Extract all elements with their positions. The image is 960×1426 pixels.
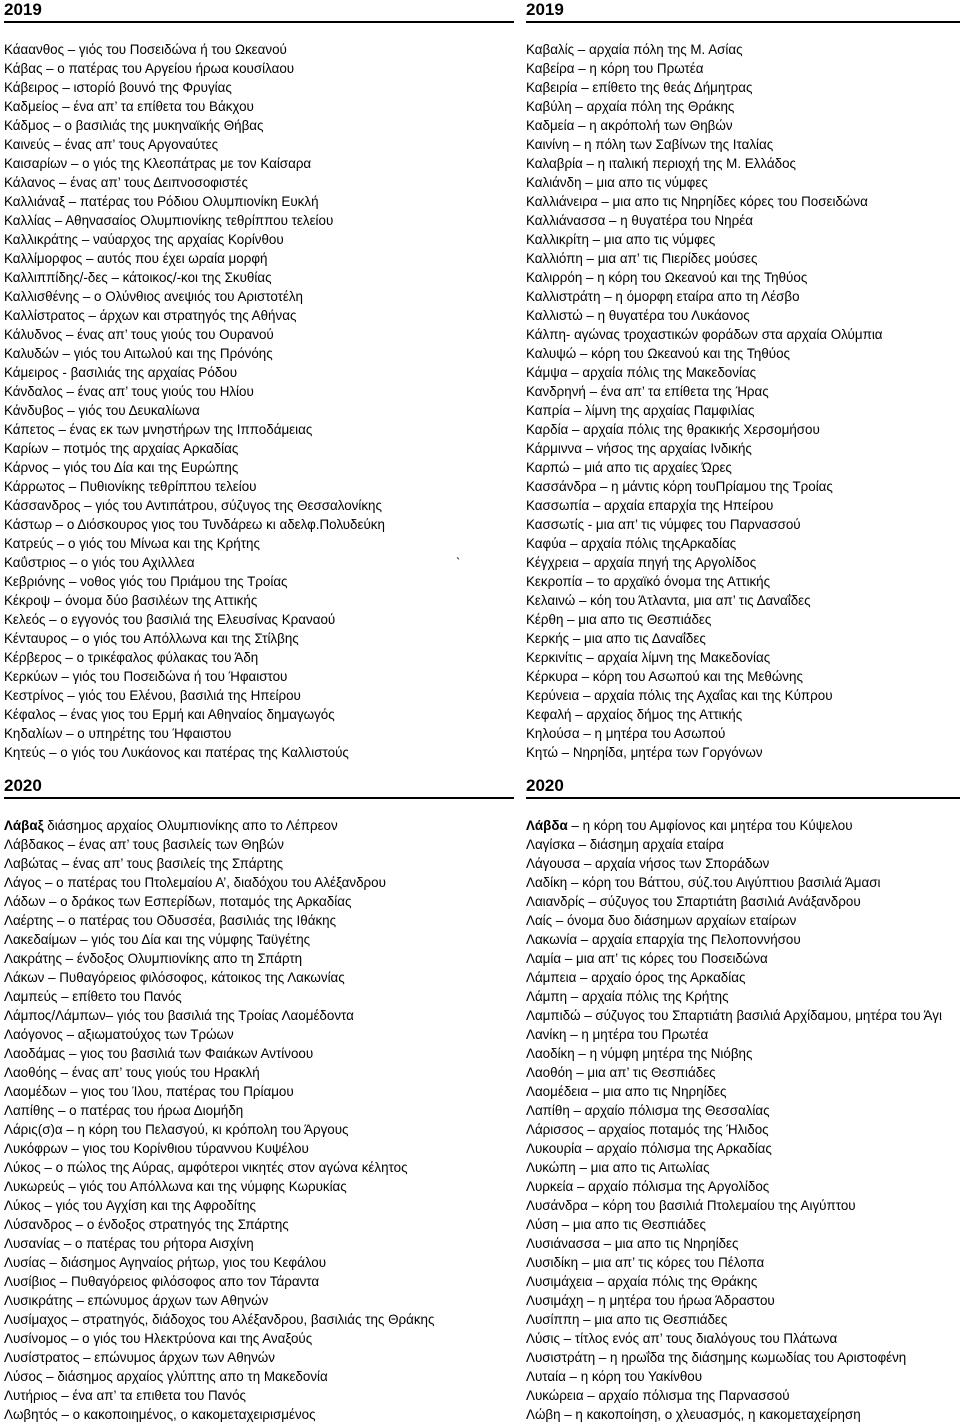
- list-item: Λυκώρεια – αρχαίο πόλισμα της Παρνασσού: [526, 1388, 790, 1403]
- list-item: Λυκωρεύς – γιός του Απόλλωνα και της νύμφης Κωρυκίας: [4, 1179, 347, 1194]
- list-item: Καλλίστρατος – άρχων και στρατηγός της Αθήνας: [4, 308, 297, 323]
- stray-mark: `: [456, 555, 461, 570]
- list-item: Καλλικρίτη – μια απο τις νύμφες: [526, 232, 716, 247]
- list-item: Λυκόφρων – γιος του Κορίνθιου τύραννου Κυψέλου: [4, 1141, 309, 1156]
- list-item: Κανδρηνή – ένα απ’ τα επίθετα της Ήρας: [526, 384, 769, 399]
- list-item: Καπρία – λίμνη της αρχαίας Παμφιλίας: [526, 403, 755, 418]
- list-item: Κελεός – ο εγγονός του βασιλιά της Ελευσίνας Κραναού: [4, 612, 336, 627]
- entry-head: Λάβαξ: [4, 818, 44, 833]
- list-item: Λυσικράτης – επώνυμος άρχων των Αθηνών: [4, 1293, 269, 1308]
- list-item: Κάμειρος - βασιλιάς της αρχαίας Ρόδου: [4, 365, 238, 380]
- list-item: Λυσίβιος – Πυθαγόρειος φιλόσοφος απο τον Τάραντα: [4, 1274, 320, 1289]
- list-item: Λύσις – τίτλος ενός απ’ τους διαλόγους του Πλάτωνα: [526, 1331, 838, 1346]
- list-item: Λυσίας – διάσημος Αγηναίος ρήτωρ, γιος του Κεφάλου: [4, 1255, 327, 1270]
- list-item: Κάαανθος – γιός του Ποσειδώνα ή του Ωκεανού: [4, 42, 287, 57]
- entry-list: [526, 816, 960, 1424]
- list-item: Λανίκη – η μητέρα του Πρωτέα: [526, 1027, 709, 1042]
- list-item: [4, 816, 514, 835]
- list-item: Καλλίας – Αθηνασαίος Ολυμπιονίκης τεθρίππου τελείου: [4, 213, 334, 228]
- list-item: Λύσανδρος – ο ένδοξος στρατηγός της Σπάρτης: [4, 1217, 289, 1232]
- list-item: Κελαινώ – κόη του Άτλαντα, μια απ’ τις Δαναΐδες: [526, 593, 811, 608]
- list-item: Καλλίμορφος – αυτός που έχει ωραία μορφή: [4, 251, 268, 266]
- list-item: Καλλιάνειρα – μια απο τις Νηρηίδες κόρες του Ποσειδώνα: [526, 194, 868, 209]
- list-item: Λυσίμαχος – στρατηγός, διάδοχος του Αλέξανδρου, βασιλιάς της Θράκης: [4, 1312, 435, 1327]
- list-item: Κέφαλος – ένας γιος του Ερμή και Αθηναίος δημαγωγός: [4, 707, 335, 722]
- entry-list: [526, 40, 960, 762]
- list-item: Λαβώτας – ένας απ’ τους βασιλείς της Σπάρτης: [4, 856, 284, 871]
- list-item: Κάπετος – ένας εκ των μνηστήρων της Ιπποδάμειας: [4, 422, 313, 437]
- list-item: Καινίνη – η πόλη των Σαβίνων της Ιταλίας: [526, 137, 774, 152]
- list-item: Λαπίθη – αρχαίο πόλισμα της Θεσσαλίας: [526, 1103, 770, 1118]
- list-item: Καλαβρία – η ιταλική περιοχή της Μ. Ελλάδος: [526, 156, 796, 171]
- list-item: Κάλανος – ένας απ’ τους Δειπνοσοφιστές: [4, 175, 248, 190]
- list-item: Κάσσανδρος – γιός του Αντιπάτρου, σύζυγος της Θεσσαλονίκης: [4, 498, 382, 513]
- list-item: Καβείρα – η κόρη του Πρωτέα: [526, 61, 704, 76]
- list-item: Κητώ – Νηρηίδα, μητέρα των Γοργόνων: [526, 745, 763, 760]
- heading-rule: [526, 797, 960, 799]
- list-item: Κάμψα – αρχαία πόλις της Μακεδονίας: [526, 365, 757, 380]
- list-item: Λυρκεία – αρχαίο πόλισμα της Αργολίδος: [526, 1179, 770, 1194]
- list-item: Κέγχρεια – αρχαία πηγή της Αργολίδος: [526, 555, 757, 570]
- list-item: Κέκροψ – όνομα δύο βασιλέων της Αττικής: [4, 593, 258, 608]
- year-heading: 2019: [4, 0, 42, 19]
- list-item: Λαμία – μια απ’ τις κόρες του Ποσειδώνα: [526, 951, 768, 966]
- list-item: Λαέρτης – ο πατέρας του Οδυσσέα, βασιλιάς της Ιθάκης: [4, 913, 337, 928]
- list-item: Λώβη – η κακοποίηση, ο χλευασμός, η κακομεταχείρηση: [526, 1407, 861, 1422]
- list-item: Καλλιάνασσα – η θυγατέρα του Νηρέα: [526, 213, 753, 228]
- list-item: Λάμπη – αρχαία πόλις της Κρήτης: [526, 989, 729, 1004]
- list-item: Λακωνία – αρχαία επαρχία της Πελοποννήσου: [526, 932, 801, 947]
- list-item: Κάρμιννα – νήσος της αρχαίας Ινδικής: [526, 441, 752, 456]
- list-item: Κάλπη- αγώνας τροχαστικών φοράδων στα αρχαία Ολύμπια: [526, 327, 883, 342]
- list-item: Καβαλίς – αρχαία πόλη της Μ. Ασίας: [526, 42, 743, 57]
- list-item: Λάβδακος – ένας απ’ τους βασιλείς των Θηβών: [4, 837, 284, 852]
- section-2019-left: [4, 0, 514, 762]
- list-item: Λαόγονος – αξιωματούχος των Τρώων: [4, 1027, 234, 1042]
- list-item: Λυσιστράτη – η ηρωΐδα της διάσημης κωμωδίας του Αριστοφένη: [526, 1350, 907, 1365]
- list-item: Καλλιόπη – μια απ’ τις Πιερίδες μούσες: [526, 251, 758, 266]
- entry-head: Λάβδα: [526, 818, 568, 833]
- list-item: Λυσίστρατος – επώνυμος άρχων των Αθηνών: [4, 1350, 275, 1365]
- section-2020-left: [4, 776, 514, 1424]
- list-item: Κέρκυρα – κόρη του Ασωπού και της Μεθώνης: [526, 669, 803, 684]
- list-item: Κένταυρος – ο γιός του Απόλλωνα και της Στίλβης: [4, 631, 299, 646]
- list-item: Λυκουρία – αρχαίο πόλισμα της Αρκαδίας: [526, 1141, 772, 1156]
- list-item: Κερκινίτις – αρχαία λίμνη της Μακεδονίας: [526, 650, 771, 665]
- list-item: Λυσίνομος – ο γιός του Ηλεκτρύονα και της Αναξούς: [4, 1331, 313, 1346]
- list-item: Καδμεία – η ακρόπολή των Θηβών: [526, 118, 733, 133]
- list-item: Κάνδυβος – γιός του Δευκαλίωνα: [4, 403, 200, 418]
- section-2019-right: [526, 0, 960, 762]
- list-item: Κεφαλή – αρχαίος δήμος της Αττικής: [526, 707, 743, 722]
- list-item: Λαομέδων – γιος του Ίλου, πατέρας του Πρίαμου: [4, 1084, 294, 1099]
- list-item: Λαιανδρίς – σύζυγος του Σπαρτιάτη βασιλιά Ανάξανδρου: [526, 894, 861, 909]
- list-item: Κηδαλίων – ο υπηρέτης του Ήφαιστου: [4, 726, 232, 741]
- list-item: Κάρνος – γιός του Δία και της Ευρώπης: [4, 460, 239, 475]
- list-item: Λαοθόη – μια απ’ τις Θεσπιάδες: [526, 1065, 716, 1080]
- list-item: Καΰστριος – ο γιός του Αχιλλλεα: [4, 555, 195, 570]
- list-item: Λύσος – διάσημος αρχαίος γλύπτης απο τη Μακεδονία: [4, 1369, 328, 1384]
- list-item: Καλλισθένης – ο Ολύνθιος ανεψιός του Αριστοτέλη: [4, 289, 304, 304]
- list-item: Κερύνεια – αρχαία πόλις της Αχαΐας και της Κύπρου: [526, 688, 833, 703]
- entry-rest: – η κόρη του Αμφίονος και μητέρα του Κύψελου: [567, 818, 853, 833]
- list-item: Καλλιππίδης/-δες – κάτοικος/-κοι της Σκυθίας: [4, 270, 272, 285]
- list-item: Κάρρωτος – Πυθιονίκης τεθρίππου τελείου: [4, 479, 257, 494]
- list-item: Κατρεύς – ο γιός του Μίνωα και της Κρήτης: [4, 536, 260, 551]
- list-item: Καλυδών – γιός του Αιτωλού και της Πρόνόης: [4, 346, 273, 361]
- list-item: Κέρβερος – ο τρικέφαλος φύλακας του Άδη: [4, 650, 259, 665]
- list-item: Λαοδάμας – γιος του βασιλιά των Φαιάκων Αντίνοου: [4, 1046, 314, 1061]
- entry-list: [4, 40, 514, 762]
- list-item: Κάνδαλος – ένας απ’ τους γιούς του Ηλίου: [4, 384, 254, 399]
- list-item: Κεκροπία – το αρχαϊκό όνομα της Αττικής: [526, 574, 771, 589]
- list-item: Λαομέδεια – μια απο τις Νηρηίδες: [526, 1084, 727, 1099]
- list-item: Κεβριόνης – νοθος γιός του Πριάμου της Τροίας: [4, 574, 288, 589]
- list-item: Λύση – μια απο τις Θεσπιάδες: [526, 1217, 706, 1232]
- list-item: Κερκής – μια απο τις Δαναΐδες: [526, 631, 706, 646]
- year-heading: 2020: [526, 776, 564, 795]
- entry-list: [4, 816, 514, 1424]
- list-item: Λυσιμάχεια – αρχαία πόλις της Θράκης: [526, 1274, 758, 1289]
- list-item: Λαδίκη – κόρη του Βάττου, σύζ.του Αιγύπτιου βασιλιά Άμασι: [526, 875, 881, 890]
- list-item: Λακεδαίμων – γιός του Δία και της νύμφης Ταϋγέτης: [4, 932, 311, 947]
- list-item: Καρπώ – μιά απο τις αρχαίες Ώρες: [526, 460, 732, 475]
- list-item: Καλιάνδη – μια απο τις νύμφες: [526, 175, 708, 190]
- list-item: Καρίων – ποτμός της αρχαίας Αρκαδίας: [4, 441, 239, 456]
- list-item: Λύκος – γιός του Αγχίση και της Αφροδίτης: [4, 1198, 256, 1213]
- list-item: Κασσάνδρα – η μάντις κόρη τουΠρίαμου της Τροίας: [526, 479, 833, 494]
- list-item: Καρδία – αρχαία πόλις της θρακικής Χερσομήσου: [526, 422, 820, 437]
- list-item: Κάβας – ο πατέρας του Αργείου ήρωα κουσίλαου: [4, 61, 295, 76]
- list-item: Λωβητός – ο κακοποιημένος, ο κακομεταχειρισμένος: [4, 1407, 316, 1422]
- list-item: Καφύα – αρχαία πόλις τηςΑρκαδίας: [526, 536, 737, 551]
- list-item: Κάλυδνος – ένας απ’ τους γιούς του Ουρανού: [4, 327, 274, 342]
- list-item: Λάμπος/Λάμπων– γιός του βασιλιά της Τροίας Λαομέδοντα: [4, 1008, 354, 1023]
- list-item: Καινεύς – ένας απ’ τους Αργοναύτες: [4, 137, 219, 152]
- list-item: Λυτήριος – ένα απ’ τα επιθετα του Πανός: [4, 1388, 247, 1403]
- list-item: Λυσανίας – ο πατέρας του ρήτορα Αισχίνη: [4, 1236, 254, 1251]
- entry-list-rest: [526, 835, 960, 1424]
- list-item: Λαπίθης – ο πατέρας του ήρωα Διομήδη: [4, 1103, 244, 1118]
- section-2020-right: [526, 776, 960, 1424]
- heading-rule: [526, 21, 960, 23]
- list-item: Λάρισσος – αρχαίος ποταμός της Ήλιδος: [526, 1122, 769, 1137]
- list-item: Λαμπεύς – επίθετο του Πανός: [4, 989, 182, 1004]
- list-item: Λακράτης – ένδοξος Ολυμπιονίκης απο τη Σπάρτη: [4, 951, 303, 966]
- list-item: Λαοθόης – ένας απ’ τους γιούς του Ηρακλή: [4, 1065, 260, 1080]
- heading-rule: [4, 797, 514, 799]
- list-item: Καλλικράτης – ναύαρχος της αρχαίας Κορίνθου: [4, 232, 284, 247]
- list-item: Κάβειρος – ιστορίό βουνό της Φρυγίας: [4, 80, 232, 95]
- list-item: Καλλιστράτη – η όμορφη εταίρα απο τη Λέσβο: [526, 289, 800, 304]
- list-item: Λάγος – ο πατέρας του Πτολεμαίου Α’, διαδόχου του Αλέξανδρου: [4, 875, 386, 890]
- list-item: Λάρις(σ)α – η κόρη του Πελασγού, κι κρόπολη του Άργους: [4, 1122, 349, 1137]
- list-item: Λαμπιδώ – σύζυγος του Σπαρτιάτη βασιλιά Αρχίδαμου, μητέρα του Άγι: [526, 1008, 942, 1023]
- list-item: [526, 816, 960, 835]
- list-item: Λυσιάνασσα – μια απο τις Νηρηίδες: [526, 1236, 739, 1251]
- list-item: Κασσωτίς - μια απ’ τις νύμφες του Παρνασσού: [526, 517, 801, 532]
- list-item: Καλλιάναξ – πατέρας του Ρόδιου Ολυμπιονίκη Ευκλή: [4, 194, 319, 209]
- list-item: Λαγίσκα – διάσημη αρχαία εταίρα: [526, 837, 724, 852]
- list-item: Λαίς – όνομα δυο διάσημων αρχαίων εταίρων: [526, 913, 797, 928]
- list-item: Λυσιδίκη – μια απ’ τις κόρες του Πέλοπα: [526, 1255, 765, 1270]
- list-item: Κητεύς – ο γιός του Λυκάονος και πατέρας της Καλλιστούς: [4, 745, 349, 760]
- list-item: Κασσωπία – αρχαία επαρχία της Ηπείρου: [526, 498, 774, 513]
- list-item: Κερκύων – γιός του Ποσειδώνα ή του Ήφαιστου: [4, 669, 288, 684]
- list-item: Κάστωρ – ο Διόσκουρος γιος του Τυνδάρεω κι αδελφ.Πολυδεύκη: [4, 517, 385, 532]
- list-item: Λυσιμάχη – η μητέρα του ήρωα Άδραστου: [526, 1293, 775, 1308]
- list-item: Καλιρρόη – η κόρη του Ωκεανού και της Τηθύος: [526, 270, 808, 285]
- list-item: Καβύλη – αρχαία πόλη της Θράκης: [526, 99, 735, 114]
- heading-rule: [4, 21, 514, 23]
- list-item: Κέρθη – μια απο τις Θεσπιάδες: [526, 612, 712, 627]
- list-item: Κεστρίνος – γιός του Ελένου, βασιλιά της Ηπείρου: [4, 688, 301, 703]
- list-item: Λάκων – Πυθαγόρειος φιλόσοφος, κάτοικος της Λακωνίας: [4, 970, 345, 985]
- list-item: Λύκος – ο πώλος της Αύρας, αμφότεροι νικητές στον αγώνα κέλητος: [4, 1160, 408, 1175]
- list-item: Καδμείος – ένα απ’ τα επίθετα του Βάκχου: [4, 99, 254, 114]
- list-item: Λυσάνδρα – κόρη του βασιλιά Πτολεμαίου της Αιγύπτου: [526, 1198, 856, 1213]
- entry-rest: διάσημος αρχαίος Ολυμπιονίκης απο το Λέπρεον: [43, 818, 338, 833]
- list-item: Λάγουσα – αρχαία νήσος των Σποράδων: [526, 856, 770, 871]
- list-item: Κάδμος – ο βασιλιάς της μυκηναϊκής Θήβας: [4, 118, 264, 133]
- list-item: Λαοδίκη – η νύμφη μητέρα της Νιόβης: [526, 1046, 753, 1061]
- list-item: Λάμπεια – αρχαίο όρος της Αρκαδίας: [526, 970, 746, 985]
- list-item: Καβειρία – επίθετο της θεάς Δήμητρας: [526, 80, 753, 95]
- list-item: Λάδων – ο δράκος των Εσπερίδων, ποταμός της Αρκαδίας: [4, 894, 352, 909]
- list-item: Λυκώπη – μια απο τις Αιτωλίας: [526, 1160, 710, 1175]
- list-item: Καλλιστώ – η θυγατέρα του Λυκάονος: [526, 308, 750, 323]
- list-item: Κηλούσα – η μητέρα του Ασωπού: [526, 726, 726, 741]
- year-heading: 2020: [4, 776, 42, 795]
- list-item: Λυταία – η κόρη του Υακίνθου: [526, 1369, 703, 1384]
- list-item: Λυσίππη – μια απο τις Θεσπιάδες: [526, 1312, 728, 1327]
- year-heading: 2019: [526, 0, 564, 19]
- list-item: Καισαρίων – ο γιός της Κλεοπάτρας με τον Καίσαρα: [4, 156, 312, 171]
- entry-list-rest: [4, 835, 514, 1424]
- list-item: Καλυψώ – κόρη του Ωκεανού και της Τηθύος: [526, 346, 791, 361]
